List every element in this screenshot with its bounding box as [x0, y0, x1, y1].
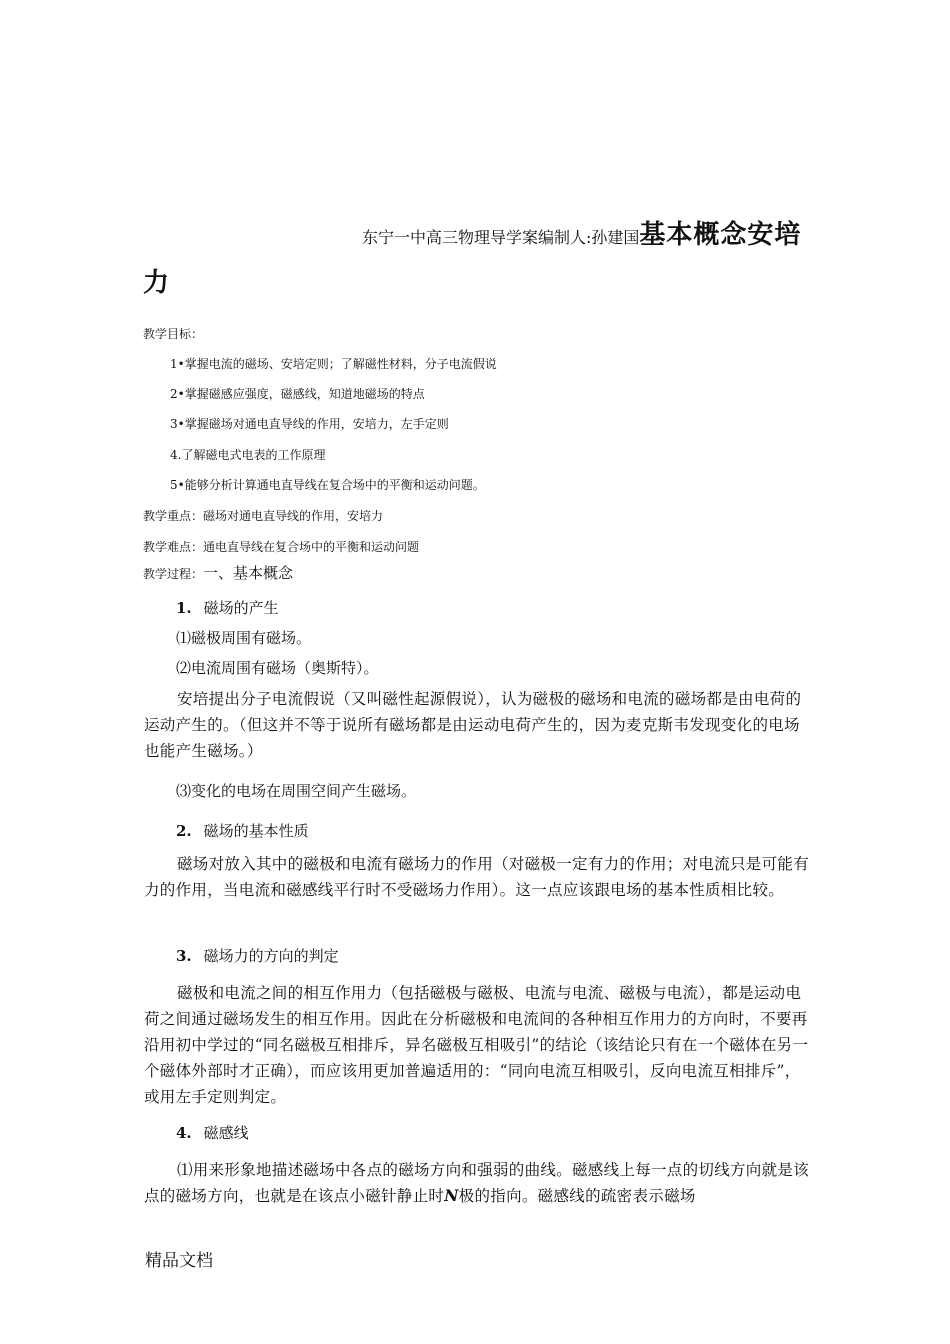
objective-item: 1•掌握电流的磁场、安培定则；了解磁性材料，分子电流假说 — [170, 357, 497, 371]
difficulty: 教学难点：通电直导线在复合场中的平衡和运动问题 — [143, 540, 420, 554]
paragraph-text: 极的指向。磁感线的疏密表示磁场 — [458, 1187, 696, 1205]
section-heading-2 — [176, 820, 309, 841]
section-title: 磁场的基本性质 — [203, 822, 309, 840]
paragraph — [144, 1157, 810, 1209]
key-point: 教学重点：磁场对通电直导线的作用，安培力 — [143, 509, 384, 523]
list-item: ⑴磁极周围有磁场。 — [176, 629, 312, 647]
section-number: 3. — [176, 947, 192, 965]
page-title-tail: 力 — [143, 268, 170, 298]
header-prefix: 东宁一中高三物理导学案编制人:孙建国 — [362, 228, 640, 247]
section-number: 1. — [176, 599, 192, 617]
page-header — [362, 214, 801, 251]
process-section: 一、基本概念 — [203, 564, 294, 582]
section-heading-4 — [176, 1122, 249, 1143]
paragraph: 安培提出分子电流假说（又叫磁性起源假说），认为磁极的磁场和电流的磁场都是由电荷的运动产生的。（但这并不等于说所有磁场都是由运动电荷产生的，因为麦克斯韦发现变化的电场也能产生磁场。） — [144, 690, 802, 760]
objective-item: 3•掌握磁场对通电直导线的作用，安培力，左手定则 — [170, 417, 449, 431]
section-title: 磁场的产生 — [203, 599, 279, 617]
section-heading-1 — [176, 597, 279, 618]
process-line — [143, 562, 293, 583]
objective-item: 4.了解磁电式电表的工作原理 — [170, 448, 326, 462]
paragraph: 磁场对放入其中的磁极和电流有磁场力的作用（对磁极一定有力的作用；对电流只是可能有力的作用，当电流和磁感线平行时不受磁场力作用）。这一点应该跟电场的基本性质相比较。 — [144, 855, 810, 899]
section-title: 磁感线 — [203, 1124, 249, 1142]
objective-item: 2•掌握磁感应强度，磁感线，知道地磁场的特点 — [170, 387, 425, 401]
objectives-label: 教学目标： — [143, 327, 204, 341]
section-heading-3 — [176, 945, 339, 966]
section-number: 4. — [176, 1124, 192, 1142]
page-title: 基本概念安培 — [639, 220, 802, 250]
section-number: 2. — [176, 822, 192, 840]
list-item: ⑶变化的电场在周围空间产生磁场。 — [176, 782, 417, 800]
process-label: 教学过程： — [143, 567, 204, 581]
footer-watermark: 精品文档 — [145, 1251, 213, 1271]
section-title: 磁场力的方向的判定 — [203, 947, 339, 965]
list-item: ⑵电流周围有磁场（奥斯特）。 — [176, 659, 379, 677]
paragraph: 磁极和电流之间的相互作用力（包括磁极与磁极、电流与电流、磁极与电流），都是运动电荷之间通过磁场发生的相互作用。因此在分析磁极和电流间的各种相互作用力的方向时，不要再沿用初中学过的“同名磁极互相排斥，异名磁极互相吸引”的结论（该结论只有在一个磁体在另一个磁体外部时才正确），而应该用更加普遍适用的：“同向电流互相吸引，反向电流互相排斥”，或用左手定则判定。 — [144, 984, 809, 1106]
n-pole-symbol: N — [444, 1186, 459, 1205]
objective-item: 5•能够分析计算通电直导线在复合场中的平衡和运动问题。 — [170, 478, 485, 492]
paragraph-text: ⑴用来形象地描述磁场中各点的磁场方向和强弱的曲线。磁感线上每一点的切线方向就是该点的磁场方向，也就是在该点小磁针静止时 — [144, 1161, 810, 1205]
